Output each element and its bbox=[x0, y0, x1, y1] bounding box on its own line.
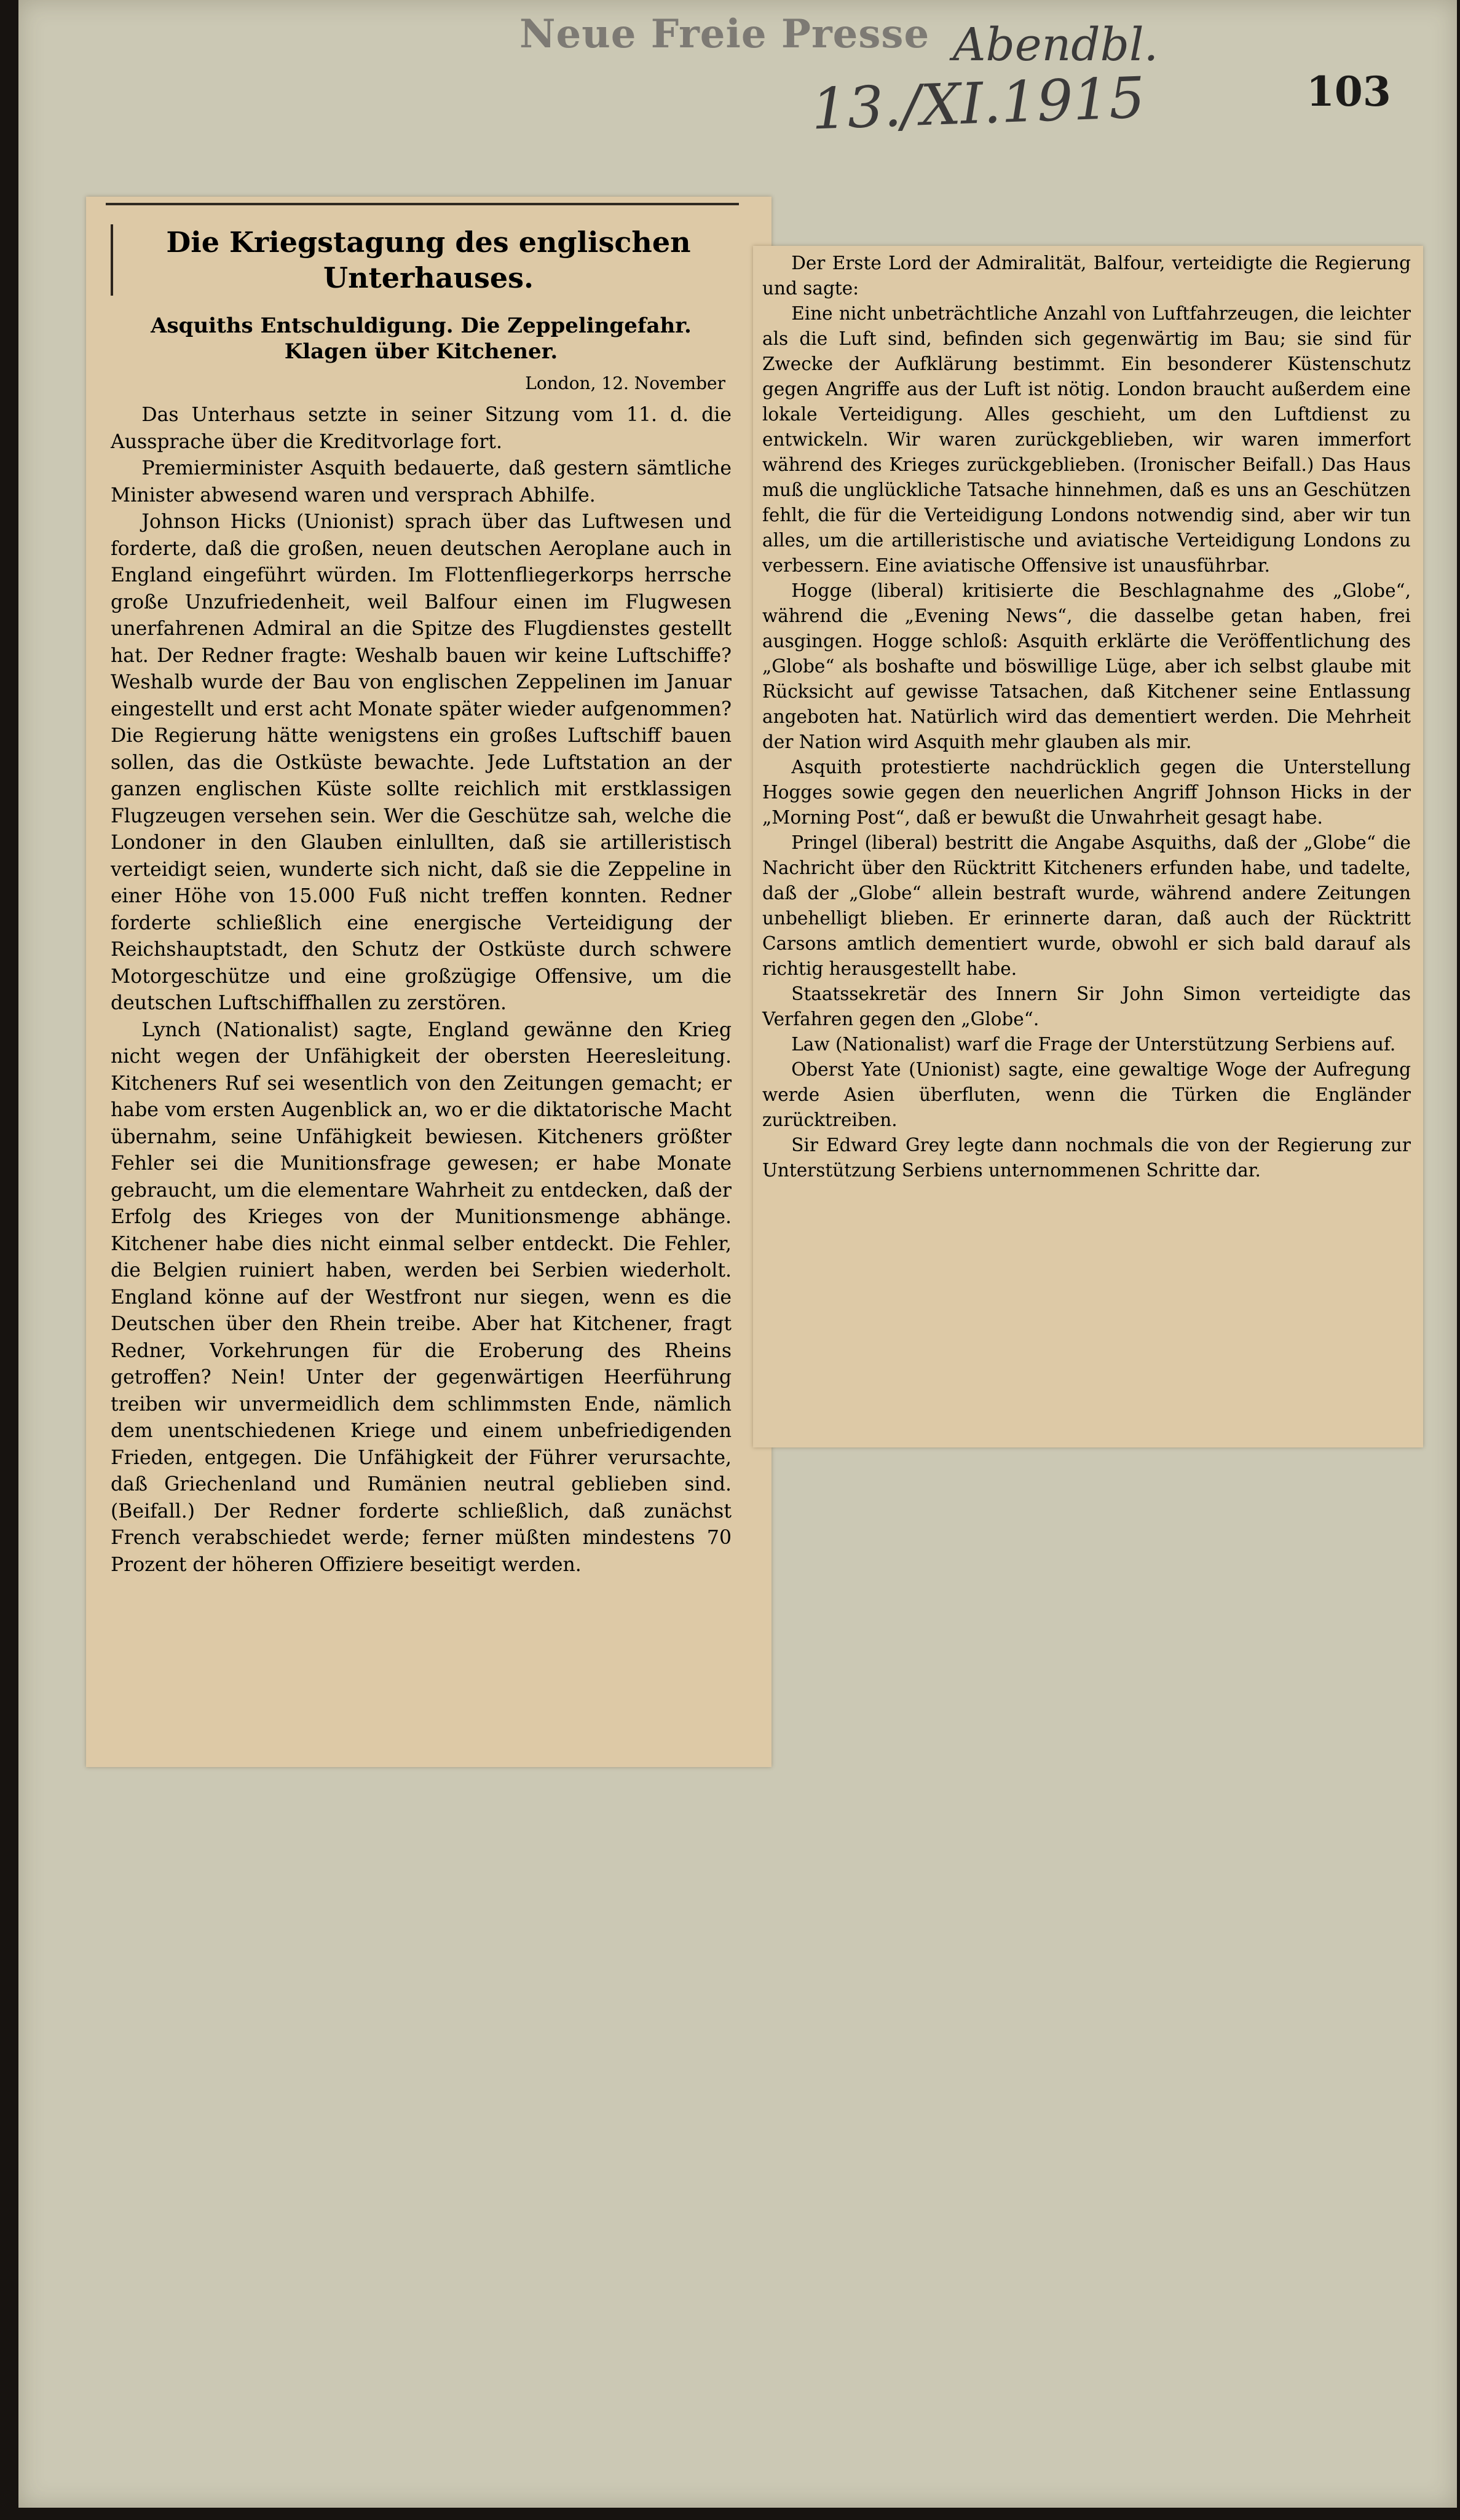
paragraph: Pringel (liberal) bestritt die Angabe Asquiths, daß der „Globe“ die Nachricht über den Rücktritt Kitcheners erfunden habe, und tadelte, daß der „Globe“ allein bestraft wurde, während andere Zeitungen unbehelligt blieben. Er erinnerte daran, daß auch der Rücktritt Carsons amtlich dementiert wurde, obwohl er sich bald darauf als richtig herausgestellt habe. bbox=[762, 832, 1411, 979]
paragraph: Eine nicht unbeträchtliche Anzahl von Luftfahrzeugen, die leichter als die Luft sind, befinden sich gegenwärtig im Bau; sie sind für Zwecke der Aufklärung bestimmt. Ein besonderer Küstenschutz gegen Angriffe aus der Luft ist nötig. London braucht außerdem eine lokale Verteidigung. Alles geschieht, um den Luftdienst zu entwickeln. Wir waren zurückgeblieben, wir waren immerfort während des Krieges zurückgeblieben. (Ironischer Beifall.) Das Haus muß die unglückliche Tatsache hinnehmen, daß es uns an Geschützen fehlt, die für die Verteidigung Londons notwendig sind, aber wir tun alles, um die artilleristische und aviatische Verteidigung Londons zu verbessern. Eine aviatische Offensive ist unausführbar. bbox=[762, 303, 1411, 576]
handwritten-edition: Abendbl. bbox=[953, 18, 1159, 71]
clipping-top-rule bbox=[106, 203, 739, 205]
paragraph: Oberst Yate (Unionist) sagte, eine gewaltige Woge der Aufregung werde Asien überfluten, wenn die Türken die Engländer zurücktreiben. bbox=[762, 1059, 1411, 1130]
article-dateline: London, 12. November bbox=[525, 373, 725, 393]
article-left-column bbox=[111, 206, 732, 1578]
article-right-column bbox=[762, 251, 1411, 1183]
paragraph: Staatssekretär des Innern Sir John Simon verteidigte das Verfahren gegen den „Globe“. bbox=[762, 983, 1411, 1030]
paragraph: Law (Nationalist) warf die Frage der Unterstützung Serbiens auf. bbox=[791, 1034, 1396, 1055]
handwritten-date: 13./XI.1915 bbox=[810, 65, 1146, 143]
paragraph: Johnson Hicks (Unionist) sprach über das Luftwesen und forderte, daß die großen, neuen deutschen Aeroplane auch in England eingeführt würden. Im Flottenfliegerkorps herrsche große Unzufriedenheit, weil Balfour einen im Flugwesen unerfahrenen Admiral an die Spitze des Flugdienstes gestellt hat. Der Redner fragte: Weshalb bauen wir keine Luftschiffe? Weshalb wurde der Bau von englischen Zeppelinen im Januar eingestellt und erst acht Monate später wieder aufgenommen? Die Regierung hätte wenigstens ein großes Luftschiff bauen sollen, das die Ostküste bewachte. Jede Luftstation an der ganzen englischen Küste sollte reichlich mit erstklassigen Flugzeugen versehen sein. Wer die Geschütze sah, welche die Londoner in den Glauben einlullten, daß sie artilleristisch verteidigt seien, wunderte sich nicht, daß sie die Zeppeline in einer Höhe von 15.000 Fuß nicht treffen konnten. Redner forderte schließlich eine energische Verteidigung der Reichshauptstadt, den Schutz der Ostküste durch schwere Motorgeschütze und eine großzügige Offensive, um die deutschen Luftschiffhallen zu zerstören. bbox=[111, 511, 732, 1014]
paragraph: Hogge (liberal) kritisierte die Beschlagnahme des „Globe“, während die „Evening News“, die dasselbe getan haben, frei ausgingen. Hogge schloß: Asquith erklärte die Veröffentlichung des „Globe“ als boshafte und böswillige Lüge, aber ich selbst glaube mit Rücksicht auf gewisse Tatsachen, daß Kitchener seine Entlassung angeboten hat. Natürlich wird das dementiert werden. Die Mehrheit der Nation wird Asquith mehr glauben als mir. bbox=[762, 580, 1411, 752]
article-headline: Die Kriegstagung des englischen Unterhauses. bbox=[111, 224, 732, 296]
page-number: 103 bbox=[1306, 68, 1391, 116]
paragraph: Der Erste Lord der Admiralität, Balfour, verteidigte die Regierung und sagte: bbox=[762, 253, 1411, 299]
paragraph: Das Unterhaus setzte in seiner Sitzung vom 11. d. die Aussprache über die Kreditvorlage fort. bbox=[111, 404, 732, 453]
article-subheadline: Asquiths Entschuldigung. Die Zeppelingefahr. Klagen über Kitchener. bbox=[151, 313, 692, 364]
paragraph: Asquith protestierte nachdrücklich gegen die Unterstellung Hogges sowie gegen den neuerlichen Angriff Johnson Hicks in der „Morning Post“, daß er bewußt die Unwahrheit gesagt habe. bbox=[762, 757, 1411, 828]
paragraph: Premierminister Asquith bedauerte, daß gestern sämtliche Minister abwesend waren und versprach Abhilfe. bbox=[111, 457, 732, 506]
paragraph: Lynch (Nationalist) sagte, England gewänne den Krieg nicht wegen der Unfähigkeit der obersten Heeresleitung. Kitcheners Ruf sei wesentlich von den Zeitungen gemacht; er habe vom ersten Augenblick an, wo er die diktatorische Macht übernahm, seine Unfähigkeit bewiesen. Kitcheners größter Fehler sei die Munitionsfrage gewesen; er habe Monate gebraucht, um die elementare Wahrheit zu entdecken, daß der Erfolg des Krieges von der Munitionsmenge abhänge. Kitchener habe dies nicht einmal selber entdeckt. Die Fehler, die Belgien ruiniert haben, werden bei Serbien wiederholt. England könne auf der Westfront nur siegen, wenn es die Deutschen über den Rhein treibe. Aber hat Kitchener, fragt Redner, Vorkehrungen für die Eroberung des Rheins getroffen? Nein! Unter der gegenwärtigen Heerführung treiben wir unvermeidlich dem schlimmsten Ende, nämlich dem unentschiedenen Kriege und einem unbefriedigenden Frieden, entgegen. Die Unfähigkeit der Führer verursachte, daß Griechenland und Rumänien neutral geblieben sind. (Beifall.) Der Redner forderte schließlich, daß zunächst French verabschiedet werde; ferner müßten mindestens 70 Prozent der höheren Offiziere beseitigt werden. bbox=[111, 1018, 732, 1576]
paragraph: Sir Edward Grey legte dann nochmals die von der Regierung zur Unterstützung Serbiens unternommenen Schritte dar. bbox=[762, 1135, 1411, 1181]
newspaper-stamp: Neue Freie Presse bbox=[519, 11, 930, 57]
